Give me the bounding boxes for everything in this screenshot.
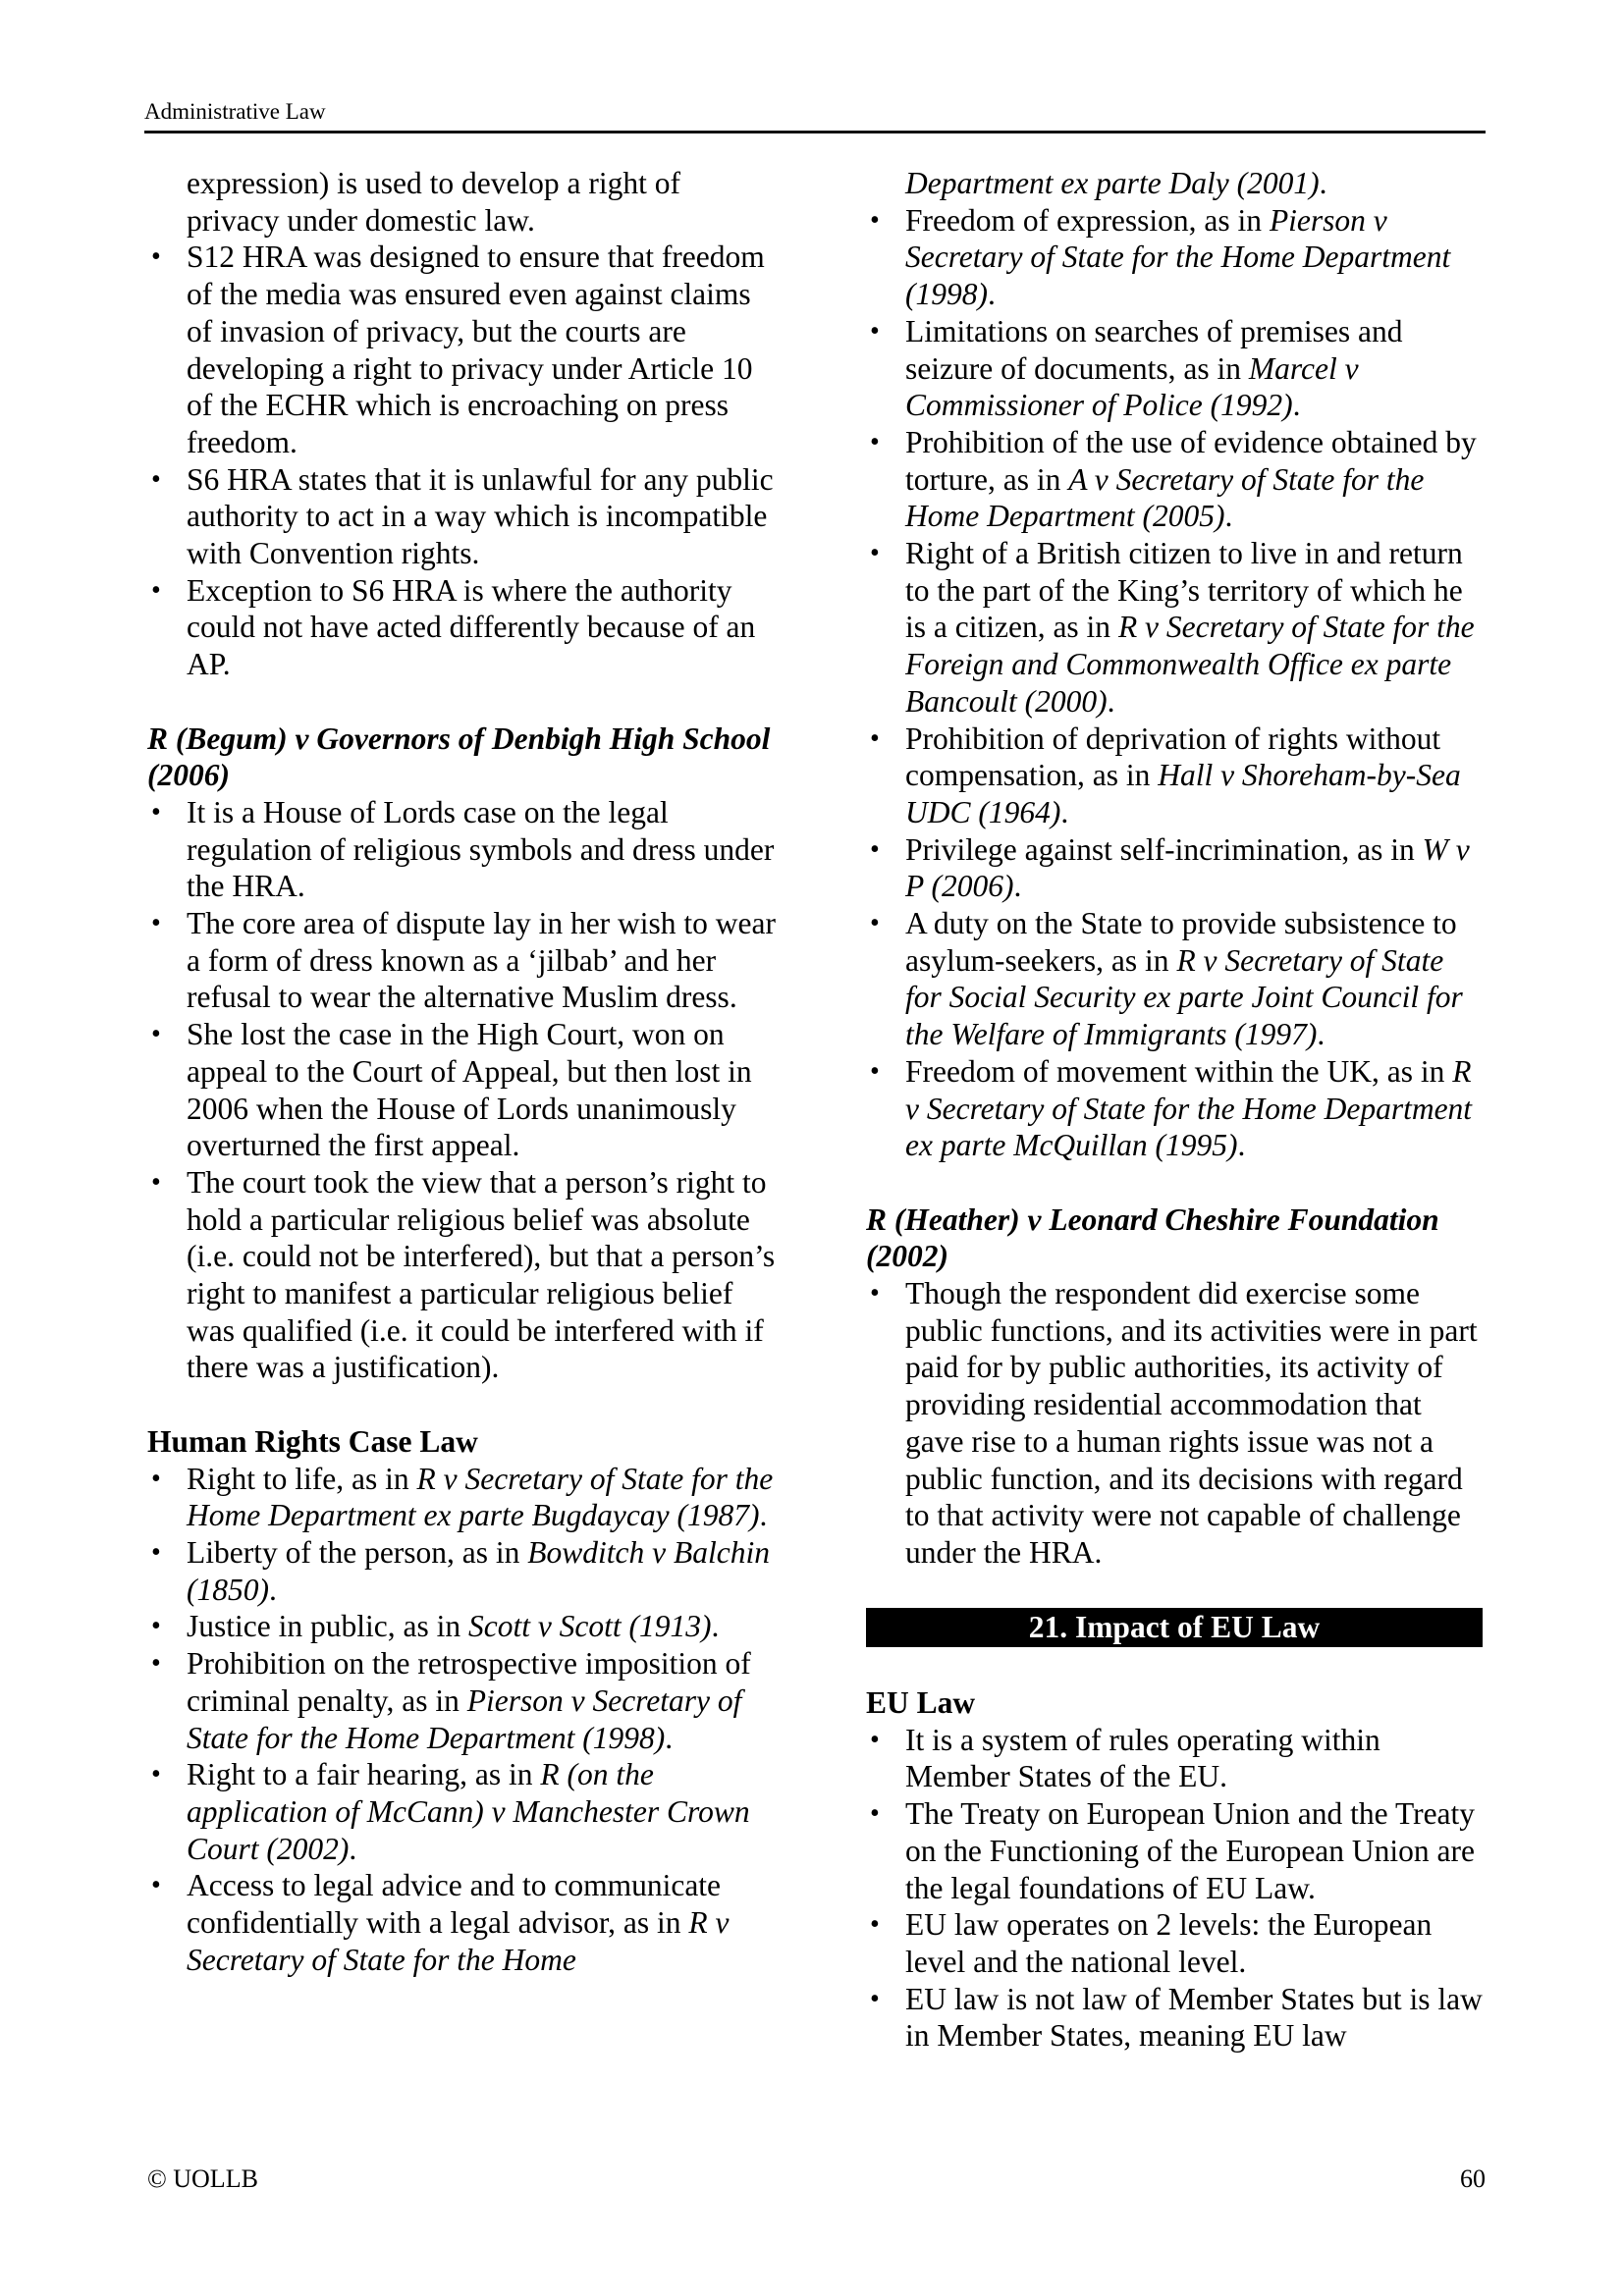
- list-item: • A duty on the State to provide subsistence to asylum-seekers, as in R v Secretary of State for Social Security ex parte Joint Council for the Welfare of Immigrants (1997).: [870, 906, 1463, 1052]
- case-citation: R v Secretary of State for the Foreign and Commonwealth Office ex parte Bancoult (2000): [905, 610, 1475, 719]
- intro-bullet-list: [147, 239, 776, 682]
- bullet-icon: •: [151, 1536, 161, 1568]
- footer-copyright: © UOLLB: [147, 2164, 258, 2193]
- case-citation: Pierson v Secretary of State for the Home Department (1998): [905, 202, 1451, 312]
- bullet-icon: •: [151, 796, 161, 828]
- bullet-icon: •: [870, 315, 880, 347]
- case-citation: R v Secretary of State for the Home Department ex parte Bugdaycay (1987): [187, 1461, 774, 1533]
- list-item: • Justice in public, as in Scott v Scott (1913).: [151, 1609, 720, 1644]
- page-number: 60: [1460, 2164, 1486, 2193]
- section-heading-eu-law: EU Law: [866, 1685, 976, 1721]
- bullet-icon: •: [870, 1798, 880, 1830]
- bullet-icon: •: [870, 1909, 880, 1941]
- list-item: • Right to a fair hearing, as in R (on the application of McCann) v Manchester Crown Court (2002).: [151, 1757, 750, 1866]
- case-citation: Hall v Shoreham-by-Sea UDC (1964): [905, 758, 1461, 829]
- bullet-icon: •: [151, 1759, 161, 1790]
- header-rule: [144, 131, 1486, 133]
- bullet-icon: •: [870, 204, 880, 236]
- bullet-icon: •: [151, 463, 161, 495]
- bullet-icon: •: [151, 1611, 161, 1642]
- bullet-icon: •: [870, 426, 880, 457]
- bullet-icon: •: [151, 908, 161, 939]
- list-item: • The Treaty on European Union and the Treaty on the Functioning of the European Union are the legal foundations of EU Law.: [870, 1796, 1476, 1905]
- continued-citation: Department ex parte Daly (2001).: [905, 166, 1327, 200]
- list-item: • EU law is not law of Member States but is law in Member States, meaning EU law: [870, 1981, 1483, 2054]
- list-item: • Prohibition of the use of evidence obtained by torture, as in A v Secretary of State for the Home Department (2005).: [870, 424, 1477, 534]
- list-item: • Right of a British citizen to live in and return to the part of the King’s territory of which he is a citizen, as in R v Secretary of State for the Foreign and Commonwealth Office ex parte Bancoult (2000).: [870, 536, 1475, 719]
- case-citation: W v P (2006): [905, 831, 1470, 904]
- list-item: • The court took the view that a person’s right to hold a particular religious belief was absolute (i.e. could not be interfered), but that a person’s right to manifest a particular religious belief was qualified (i.e. it could be interfered with if there was a justification).: [151, 1164, 776, 1385]
- case-law-bullet-list: [147, 1461, 776, 1979]
- case-citation: Bowditch v Balchin (1850): [187, 1534, 770, 1607]
- right-column: [866, 165, 1485, 2055]
- case-citation: R v Secretary of State for the Home: [187, 1905, 730, 1977]
- case-citation: Pierson v Secretary of State for the Home Department (1998): [187, 1682, 742, 1755]
- list-item: • S12 HRA was designed to ensure that freedom of the media was ensured even against claims of invasion of privacy, but the courts are developing a right to privacy under Article 10 of the ECHR which is encroaching on press freedom.: [151, 240, 765, 459]
- bullet-icon: •: [151, 574, 161, 606]
- bullet-icon: •: [870, 1055, 880, 1087]
- list-item: • Though the respondent did exercise some public functions, and its activities were in part paid for by public authorities, its activity of providing residential accommodation that gave rise to a human rights issue was not a public function, and its decisions with regard to that activity were not capable of challenge under the HRA.: [870, 1276, 1478, 1570]
- case-citation: R v Secretary of State for the Home Department ex parte McQuillan (1995): [905, 1053, 1473, 1163]
- section-heading-case-law: Human Rights Case Law: [147, 1423, 478, 1459]
- chapter-title-bar: 21. Impact of EU Law: [866, 1608, 1483, 1647]
- list-item: • Freedom of expression, as in Pierson v Secretary of State for the Home Department (1998).: [870, 202, 1451, 312]
- continued-paragraph: expression) is used to develop a right of privacy under domestic law.: [187, 166, 681, 238]
- heather-bullet-list: [866, 1275, 1485, 1572]
- bullet-icon: •: [870, 1724, 880, 1755]
- list-item: • Access to legal advice and to communicate confidentially with a legal advisor, as in R v Secretary of State for the Home: [151, 1868, 730, 1977]
- bullet-icon: •: [870, 538, 880, 569]
- case-law-bullet-list-continued: [866, 202, 1485, 1164]
- bullet-icon: •: [870, 1278, 880, 1309]
- case-citation: R (on the application of McCann) v Manchester Crown Court (2002): [187, 1757, 750, 1866]
- begum-bullet-list: [147, 794, 776, 1386]
- list-item: • Privilege against self-incrimination, as in W v P (2006).: [870, 831, 1470, 904]
- case-citation: R v Secretary of State for Social Security ex parte Joint Council for the Welfare of Immigrants (1997): [905, 942, 1463, 1052]
- running-header: Administrative Law: [144, 99, 326, 124]
- left-column: [147, 165, 776, 1978]
- bullet-icon: •: [151, 241, 161, 273]
- case-heading-heather: R (Heather) v Leonard Cheshire Foundation (2002): [866, 1201, 1439, 1274]
- list-item: • Prohibition of deprivation of rights without compensation, as in Hall v Shoreham-by-Sea UDC (1964).: [870, 721, 1461, 829]
- bullet-icon: •: [870, 1983, 880, 2014]
- bullet-icon: •: [151, 1463, 161, 1494]
- list-item: • Exception to S6 HRA is where the authority could not have acted differently because of an AP.: [151, 572, 756, 682]
- list-item: • Right to life, as in R v Secretary of State for the Home Department ex parte Bugdaycay (1987).: [151, 1461, 774, 1533]
- list-item: • S6 HRA states that it is unlawful for any public authority to act in a way which is incompatible with Convention rights.: [151, 461, 774, 571]
- list-item: • The core area of dispute lay in her wish to wear a form of dress known as a ‘jilbab’ and her refusal to wear the alternative Muslim dress.: [151, 906, 777, 1015]
- list-item: • EU law operates on 2 levels: the European level and the national level.: [870, 1907, 1433, 1979]
- bullet-icon: •: [151, 1166, 161, 1198]
- case-citation: Marcel v Commissioner of Police (1992): [905, 350, 1359, 423]
- list-item: • Freedom of movement within the UK, as in R v Secretary of State for the Home Department ex parte McQuillan (1995).: [870, 1053, 1473, 1163]
- list-item: • She lost the case in the High Court, won on appeal to the Court of Appeal, but then lost in 2006 when the House of Lords unanimously overturned the first appeal.: [151, 1017, 752, 1163]
- bullet-icon: •: [151, 1019, 161, 1050]
- list-item: • Prohibition on the retrospective imposition of criminal penalty, as in Pierson v Secretary of State for the Home Department (1998).: [151, 1646, 751, 1755]
- eu-law-bullet-list: [866, 1722, 1485, 2055]
- list-item: • It is a system of rules operating within Member States of the EU.: [870, 1722, 1380, 1794]
- case-citation: A v Secretary of State for the Home Department (2005): [905, 461, 1425, 534]
- bullet-icon: •: [870, 722, 880, 754]
- list-item: • Limitations on searches of premises and seizure of documents, as in Marcel v Commissioner of Police (1992).: [870, 313, 1403, 423]
- case-citation: Department ex parte Daly (2001): [905, 166, 1320, 200]
- case-heading-begum: R (Begum) v Governors of Denbigh High School (2006): [147, 721, 771, 793]
- list-item: • Liberty of the person, as in Bowditch v Balchin (1850).: [151, 1534, 770, 1607]
- bullet-icon: •: [151, 1648, 161, 1680]
- list-item: • It is a House of Lords case on the legal regulation of religious symbols and dress under the HRA.: [151, 794, 775, 904]
- bullet-icon: •: [151, 1870, 161, 1901]
- case-citation: Scott v Scott (1913): [467, 1609, 712, 1644]
- bullet-icon: •: [870, 908, 880, 939]
- bullet-icon: •: [870, 833, 880, 865]
